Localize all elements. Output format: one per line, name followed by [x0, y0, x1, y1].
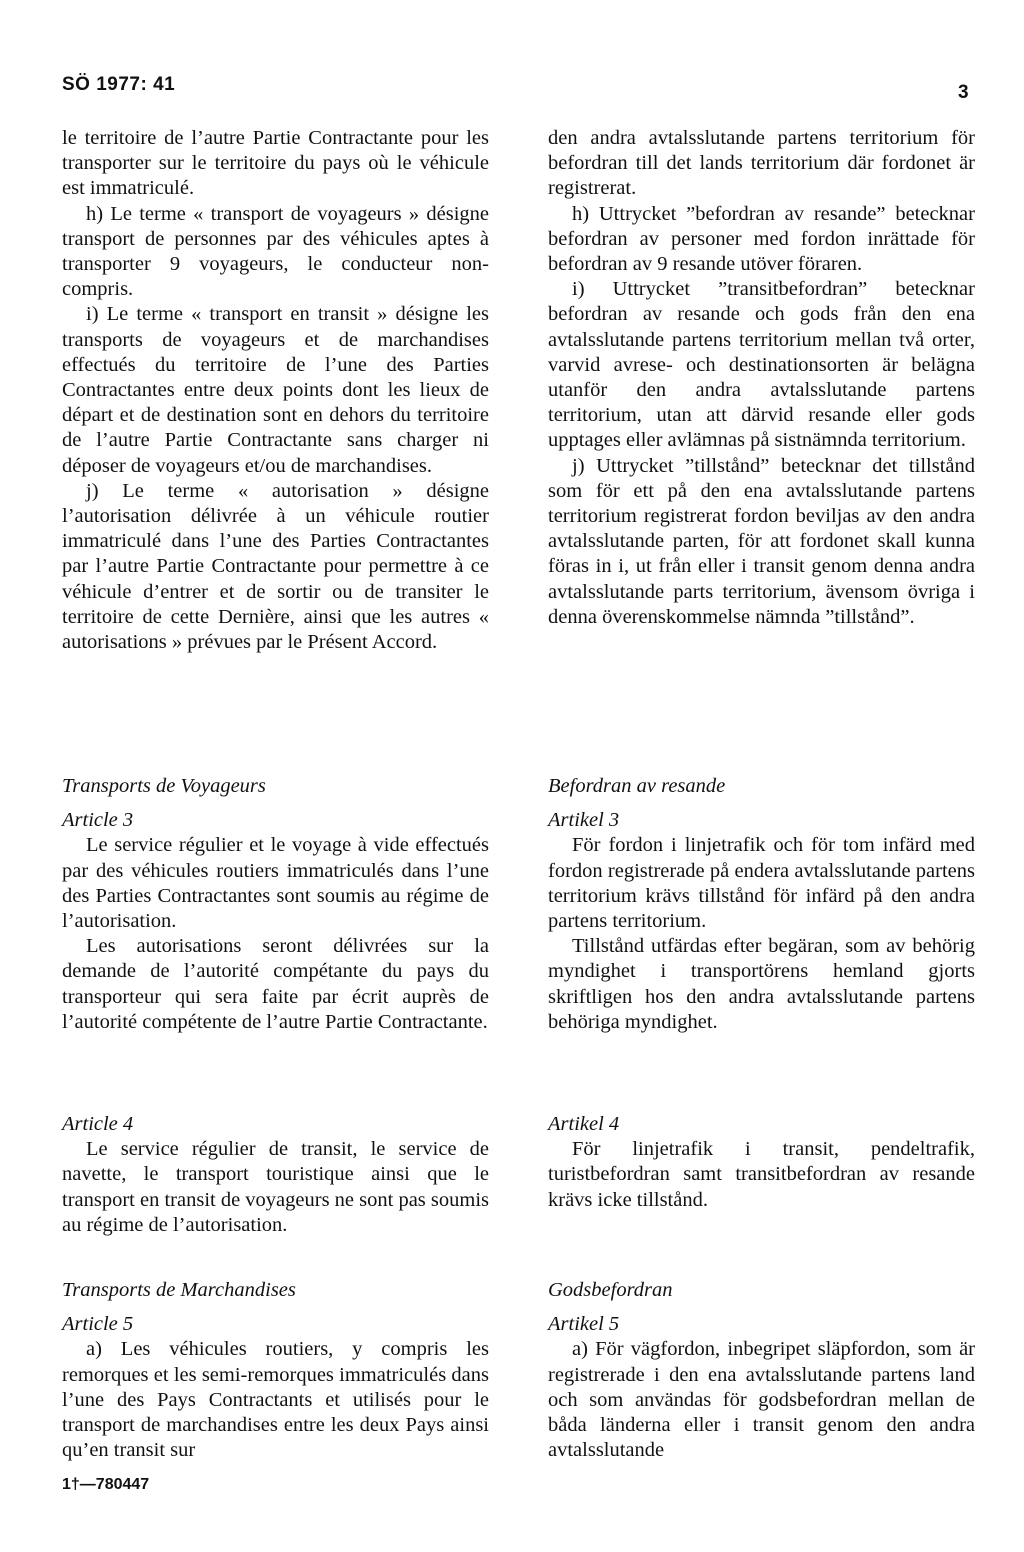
article-3-paragraph-1: För fordon i linjetrafik och för tom infärd med fordon registrerade på endera avtalsslutande partens territorium krävs tillstånd för infärd på den andra partens territorium.	[548, 834, 975, 933]
article-3-paragraph-2: Tillstånd utfärdas efter begäran, som av behörig myndighet i transportörens hemland gjorts skriftligen hos den andra avtalsslutande partens behöriga myndighet.	[548, 935, 975, 1033]
article-3-paragraph-1: Le service régulier et le voyage à vide effectués par des véhicules routiers immatriculés dans l’une des Parties Contractantes sont soumis au régime de l’autorisation.	[62, 834, 489, 933]
page-number: 3	[958, 82, 969, 103]
definitions-block	[62, 126, 489, 655]
article-3-heading: Article 3	[62, 809, 134, 832]
section-heading: Befordran av resande	[548, 775, 726, 797]
running-title: SÖ 1977: 41	[62, 74, 176, 95]
article-4-heading: Artikel 4	[548, 1113, 620, 1135]
paragraph-definition-h: h) Uttrycket ”befordran av resande” betecknar befordran av personer med fordon inrättade för befordran av 9 resande utöver föraren.	[548, 202, 975, 276]
paragraph-definition-i: i) Le terme « transport en transit » désigne les transports de voyageurs et de marchandises effectués du territoire de l’une des Parties Contractantes entre deux points dont les lieux de départ et de destination sont en dehors du territoire de l’autre Partie Contractante sans charger ni déposer de voyageurs et/ou de marchandises.	[62, 303, 489, 477]
section-heading: Godsbefordran	[548, 1279, 673, 1301]
paragraph-continuation: le territoire de l’autre Partie Contractante pour les transporter sur le territoire du pays où le véhicule est immatriculé.	[62, 127, 489, 200]
paragraph-definition-h: h) Le terme « transport de voyageurs » désigne transport de personnes par des véhicules aptes à transporter 9 voyageurs, le conducteur non-compris.	[62, 202, 489, 301]
goods-transport-section	[62, 1278, 489, 1463]
article-4-paragraph: För linjetrafik i transit, pendeltrafik, turistbefordran samt transitbefordran av resande krävs icke tillstånd.	[548, 1138, 975, 1211]
section-heading: Transports de Marchandises	[62, 1279, 296, 1301]
paragraph-definition-j: j) Le terme « autorisation » désigne l’autorisation délivrée à un véhicule routier immatriculé dans l’une des Parties Contractantes par l’autre Partie Contractante pour permettre à ce véhicule d’entrer et de sortir ou de transiter le territoire de cette Dernière, ainsi que les autres « autorisations » prévues par le Présent Accord.	[62, 479, 489, 654]
passenger-transport-section	[548, 774, 975, 1035]
article-5-heading: Artikel 5	[548, 1313, 620, 1336]
paragraph-definition-j: j) Uttrycket ”tillstånd” betecknar det tillstånd som för ett på den ena avtalsslutande partens territorium registrerat fordon beviljas av den andra avtalsslutande parten, för att fordonet skall kunna föras in i, ut från eller i transit genom denna andra avtalsslutande parts territorium, ävensom övriga i denna överenskommelse nämnda ”tillstånd”.	[548, 454, 975, 628]
article-4-paragraph: Le service régulier de transit, le service de navette, le transport touristique ainsi que le transport en transit de voyageurs ne sont pas soumis au régime de l’autorisation.	[62, 1138, 490, 1236]
article-5-paragraph: a) För vägfordon, inbegripet släpfordon, som är registrerade i den ena avtalsslutande partens land och som användas för godsbefordran mellan de båda länderna eller i transit genom den andra avtalsslutande	[548, 1338, 975, 1462]
passenger-transport-section	[62, 774, 489, 1035]
article-3-heading: Artikel 3	[548, 809, 620, 832]
article-5-paragraph: a) Les véhicules routiers, y compris les remorques et les semi-remorques immatriculés dans l’une des Pays Contractants et utilisés pour le transport de marchandises entre les deux Pays ainsi qu’en transit sur	[62, 1338, 489, 1462]
article-5-heading: Article 5	[62, 1313, 134, 1336]
section-heading: Transports de Voyageurs	[62, 775, 266, 797]
article-4-heading: Article 4	[62, 1113, 134, 1135]
article-3-paragraph-2: Les autorisations seront délivrées sur la demande de l’autorité compétante du pays du transporteur qui sera faite par écrit auprès de l’autorité compétente de l’autre Partie Contractante.	[62, 935, 489, 1033]
goods-transport-section	[548, 1278, 975, 1463]
definitions-block	[548, 126, 975, 630]
paragraph-definition-i: i) Uttrycket ”transitbefordran” betecknar befordran av resande och gods från den ena avtalsslutande partens territorium mellan två orter, varvid avrese- och destinationsorten är belägna utanför den andra avtalsslutande partens territorium, utan att därvid resande eller gods upptages eller avlämnas på sistnämnda territorium.	[548, 278, 975, 452]
article-4-section	[548, 1112, 975, 1213]
paragraph-continuation: den andra avtalsslutande partens territorium för befordran till det lands territorium där fordonet är registrerat.	[548, 127, 975, 200]
print-code: 1†—780447	[62, 1476, 150, 1493]
article-4-section	[62, 1112, 489, 1238]
